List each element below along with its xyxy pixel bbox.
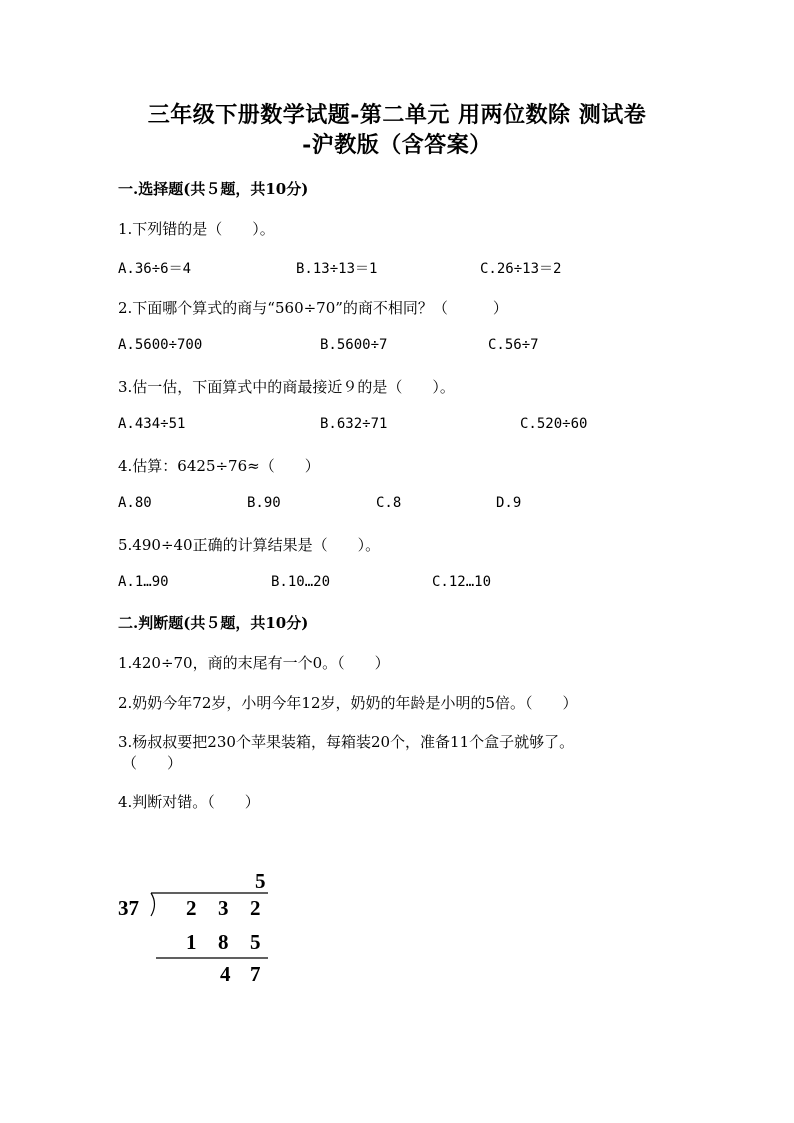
q1-option-a: A.36÷6＝4: [118, 261, 192, 277]
product-digit: 5: [250, 930, 261, 954]
question-4: 4.估算：6425÷76≈（ ）: [118, 457, 320, 475]
question-5: 5.490÷40正确的计算结果是（ ）。: [118, 536, 381, 554]
page-title-line1: 三年级下册数学试题-第二单元 用两位数除 测试卷: [147, 102, 647, 128]
q1-option-c: C.26÷13＝2: [480, 261, 562, 277]
section-heading-judgement: 二.判断题(共５题，共10分): [118, 614, 309, 632]
page-title-line2: -沪教版（含答案）: [302, 132, 492, 158]
dividend-digit: 3: [218, 896, 229, 920]
judgement-4: 4.判断对错。（ ）: [118, 793, 260, 811]
q4-option-b: B.90: [247, 495, 281, 511]
question-2: 2.下面哪个算式的商与“560÷70”的商不相同？（ ）: [118, 299, 508, 317]
division-quotient: 5: [255, 869, 266, 893]
product-digit: 1: [186, 930, 197, 954]
remainder-digit: 4: [220, 962, 231, 986]
product-digit: 8: [218, 930, 229, 954]
division-divisor: 37: [118, 896, 139, 920]
q5-option-a: A.1…90: [118, 574, 169, 590]
judgement-2: 2.奶奶今年72岁，小明今年12岁，奶奶的年龄是小明的5倍。（ ）: [118, 694, 578, 712]
judgement-3-paren: （ ）: [122, 754, 183, 772]
q2-option-c: C.56÷7: [488, 337, 539, 353]
division-bracket: [151, 893, 155, 916]
q5-option-c: C.12…10: [432, 574, 492, 590]
q4-option-d: D.9: [496, 495, 522, 511]
remainder-digit: 7: [250, 962, 261, 986]
long-division-figure: [110, 860, 300, 1000]
q2-option-a: A.5600÷700: [118, 337, 203, 353]
dividend-digit: 2: [250, 896, 261, 920]
question-1: 1.下列错的是（ ）。: [118, 220, 275, 238]
dividend-digit: 2: [186, 896, 197, 920]
q3-option-a: A.434÷51: [118, 416, 186, 432]
q1-option-b: B.13÷13＝1: [296, 261, 378, 277]
q2-option-b: B.5600÷7: [320, 337, 388, 353]
q3-option-c: C.520÷60: [520, 416, 588, 432]
judgement-3: 3.杨叔叔要把230个苹果装箱，每箱装20个，准备11个盒子就够了。: [118, 733, 575, 751]
q4-option-a: A.80: [118, 495, 152, 511]
q5-option-b: B.10…20: [271, 574, 331, 590]
question-3: 3.估一估，下面算式中的商最接近９的是（ ）。: [118, 378, 455, 396]
judgement-1: 1.420÷70，商的末尾有一个0。（ ）: [118, 654, 390, 672]
q3-option-b: B.632÷71: [320, 416, 388, 432]
q4-option-c: C.8: [376, 495, 402, 511]
section-heading-choice: 一.选择题(共５题，共10分): [118, 180, 309, 198]
